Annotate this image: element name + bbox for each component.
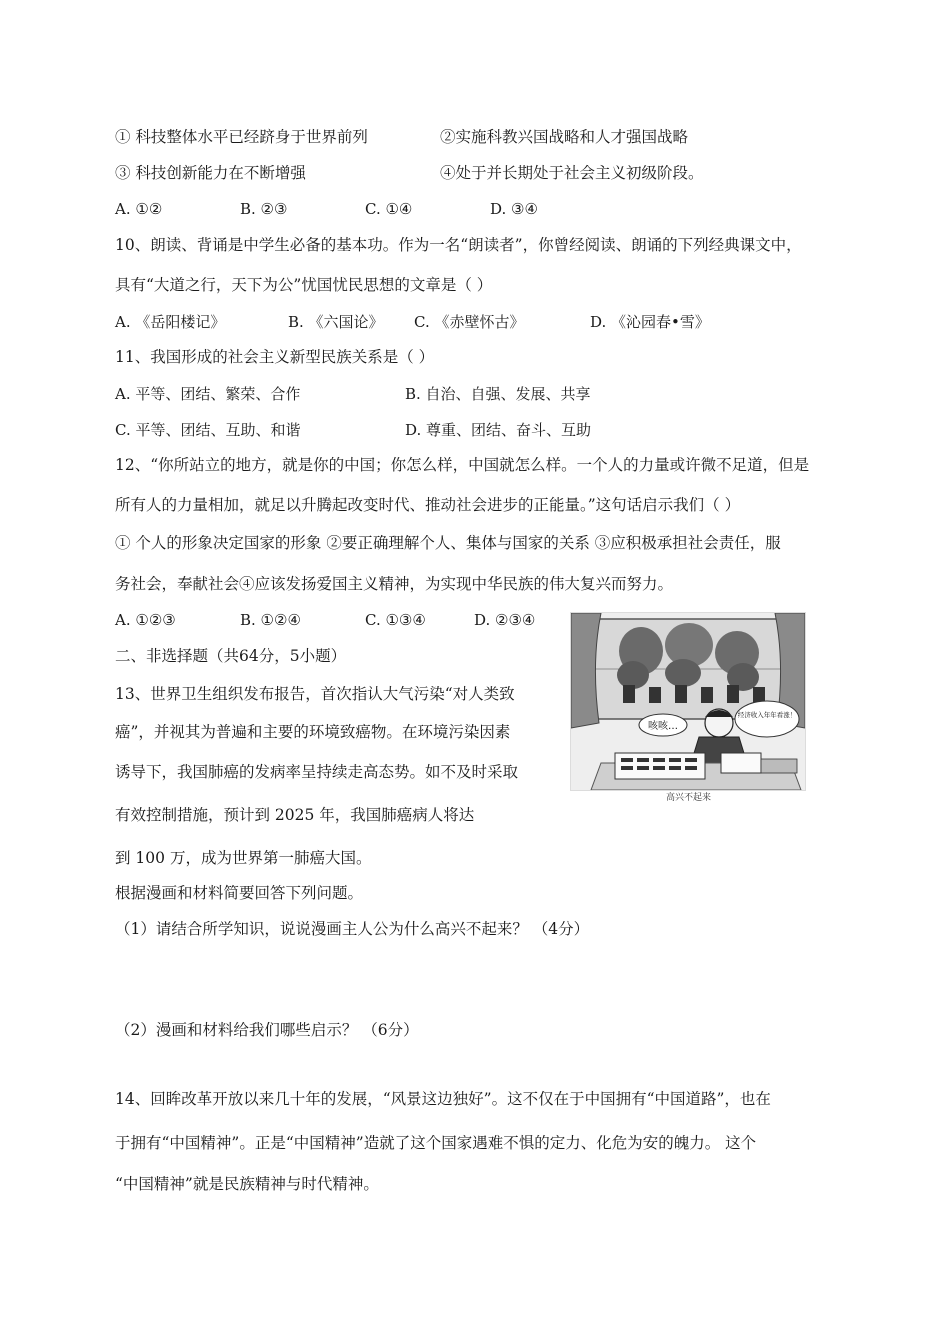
q9-item-1: ① 科技整体水平已经跻身于世界前列: [115, 128, 368, 146]
cartoon-caption: 高兴不起来: [666, 793, 712, 803]
q12-option-b: B. ①②④: [240, 611, 301, 629]
q12-option-c: C. ①③④: [365, 611, 426, 629]
q13-material-line-5: 到 100 万，成为世界第一肺癌大国。: [115, 849, 372, 867]
cartoon-bubble-left: 咳咳…: [648, 721, 678, 732]
cartoon-image: [570, 612, 806, 791]
q11-option-d: D. 尊重、团结、奋斗、互助: [405, 421, 592, 439]
q12-stem-line-3: ① 个人的形象决定国家的形象 ②要正确理解个人、集体与国家的关系 ③应积极承担社会责任，服: [115, 534, 781, 552]
q9-item-3: ③ 科技创新能力在不断增强: [115, 164, 306, 182]
section-2-heading: 二、非选择题（共64分，5小题）: [115, 647, 347, 665]
q10-option-a: A. 《岳阳楼记》: [115, 313, 226, 331]
q13-material-line-2: 癌”，并视其为普遍和主要的环境致癌物。在环境污染因素: [115, 723, 511, 741]
q9-option-b: B. ②③: [240, 200, 288, 218]
q9-option-a: A. ①②: [115, 200, 163, 218]
q11-option-a: A. 平等、团结、繁荣、合作: [115, 385, 301, 403]
q10-stem-line-2: 具有“大道之行，天下为公”忧国忧民思想的文章是（ ）: [115, 276, 493, 294]
q11-option-c: C. 平等、团结、互助、和谐: [115, 421, 301, 439]
q12-option-d: D. ②③④: [474, 611, 536, 629]
cartoon-bubble-right: 经济收入年年看涨！: [737, 711, 797, 719]
q9-option-c: C. ①④: [365, 200, 413, 218]
q9-item-2: ②实施科教兴国战略和人才强国战略: [440, 128, 689, 146]
q10-option-d: D. 《沁园春•雪》: [590, 313, 710, 331]
q14-material-line-1: 14、回眸改革开放以来几十年的发展，“风景这边独好”。这不仅在于中国拥有“中国道路”，也在: [115, 1090, 771, 1108]
q11-stem: 11、我国形成的社会主义新型民族关系是（ ）: [115, 348, 435, 366]
q13-material-line-4: 有效控制措施，预计到 2025 年，我国肺癌病人将达: [115, 806, 475, 824]
q9-option-d: D. ③④: [490, 200, 538, 218]
q12-stem-line-1: 12、“你所站立的地方，就是你的中国；你怎么样，中国就怎么样。一个人的力量或许微不足道，但是: [115, 456, 810, 474]
q12-stem-line-4: 务社会，奉献社会④应该发扬爱国主义精神，为实现中华民族的伟大复兴而努力。: [115, 575, 674, 593]
q13-instruction: 根据漫画和材料简要回答下列问题。: [115, 884, 364, 902]
cartoon-drawing: [571, 613, 805, 790]
q13-subquestion-2: （2）漫画和材料给我们哪些启示？ （6分）: [115, 1021, 419, 1039]
q13-material-line-1: 13、世界卫生组织发布报告，首次指认大气污染“对人类致: [115, 685, 515, 703]
q10-stem-line-1: 10、朗读、背诵是中学生必备的基本功。作为一名“朗读者”，你曾经阅读、朗诵的下列经典课文中，: [115, 236, 802, 254]
q10-option-b: B. 《六国论》: [288, 313, 384, 331]
q12-stem-line-2: 所有人的力量相加，就足以升腾起改变时代、推动社会进步的正能量。”这句话启示我们（ ）: [115, 496, 741, 514]
q10-option-c: C. 《赤壁怀古》: [414, 313, 525, 331]
q13-material-line-3: 诱导下，我国肺癌的发病率呈持续走高态势。如不及时采取: [115, 763, 519, 781]
q12-option-a: A. ①②③: [115, 611, 176, 629]
q9-item-4: ④处于并长期处于社会主义初级阶段。: [440, 164, 704, 182]
q14-material-line-2: 于拥有“中国精神”。正是“中国精神”造就了这个国家遇难不惧的定力、化危为安的魄力。 这个: [115, 1134, 757, 1152]
q11-option-b: B. 自治、自强、发展、共享: [405, 385, 591, 403]
q14-material-line-3: “中国精神”就是民族精神与时代精神。: [115, 1175, 379, 1193]
q13-subquestion-1: （1）请结合所学知识，说说漫画主人公为什么高兴不起来？ （4分）: [115, 920, 590, 938]
